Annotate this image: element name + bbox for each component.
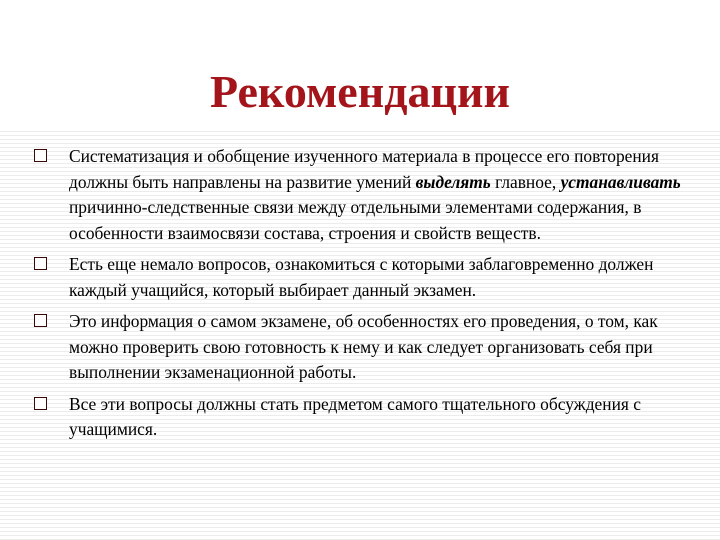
bullet-item [32,144,708,246]
bullet-text: Это информация о самом экзамене, об особенностях его проведения, о том, как можно проверить свою готовность к нему и как следует организовать себя при выполнении экзаменационной работы. [69,311,658,382]
bullet-text-segment: причинно-следственные связи между отдельными элементами содержания, в особенности взаимосвязи состава, строения и свойств веществ. [69,197,642,243]
square-outline-bullet-icon [34,314,47,327]
bullet-item [32,309,708,386]
bullet-item [32,392,708,443]
square-outline-bullet-icon [34,257,47,270]
bullet-list [32,144,708,449]
slide-title: Рекомендации [210,66,510,117]
bullet-text: Есть еще немало вопросов, ознакомиться с которыми заблаговременно должен каждый учащийся, который выбирает данный экзамен. [69,254,654,300]
bullet-text: Все эти вопросы должны стать предметом самого тщательного обсуждения с учащимися. [69,393,641,439]
emphasized-word: устанавливать [560,171,681,192]
square-outline-bullet-icon [34,149,47,162]
bullet-text-segment: главное, [490,171,561,192]
bullet-text-segment: Систематизация и обобщение изученного материала в процессе его повторения должны быть направлены на развитие умений [69,146,659,192]
bullet-item [32,252,708,303]
bullet-text [69,146,681,243]
square-outline-bullet-icon [34,397,47,410]
emphasized-word: выделять [415,171,491,192]
